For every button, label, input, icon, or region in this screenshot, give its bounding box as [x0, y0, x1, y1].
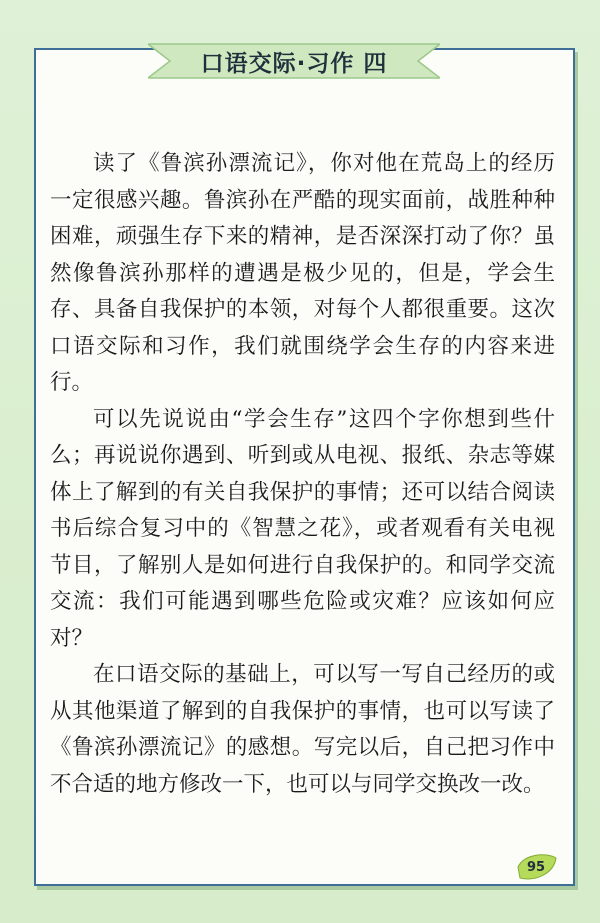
paragraph-2: 可以先说说由“学会生存”这四个字你想到些什么；再说说你遇到、听到或从电视、报纸、杂志等媒体上了解到的有关自我保护的事情；还可以结合阅读书后综合复习中的《智慧之花》，或者观看有关电视节目，了解别人是如何进行自我保护的。和同学交流交流：我们可能遇到哪些危险或灾难？应该如何应对？ — [50, 406, 555, 651]
title-banner — [148, 38, 440, 84]
paragraph-1: 读了《鲁滨孙漂流记》，你对他在荒岛上的经历一定很感兴趣。鲁滨孙在严酷的现实面前，战胜种种困难，顽强生存下来的精神，是否深深打动了你？虽然像鲁滨孙那样的遭遇是极少见的，但是，学会生存、具备自我保护的本领，对每个人都很重要。这次口语交际和习作，我们就围绕学会生存的内容来进行。 — [50, 151, 555, 395]
body-text — [50, 146, 555, 803]
section-title: 口语交际·习作 四 — [200, 50, 388, 77]
page-number: 95 — [526, 859, 546, 875]
page-number-badge — [514, 852, 558, 882]
paragraph-3: 在口语交际的基础上，可以写一写自己经历的或从其他渠道了解到的自我保护的事情，也可以写读了《鲁滨孙漂流记》的感想。写完以后，自己把习作中不合适的地方修改一下，也可以与同学交换改一改。 — [50, 662, 555, 797]
